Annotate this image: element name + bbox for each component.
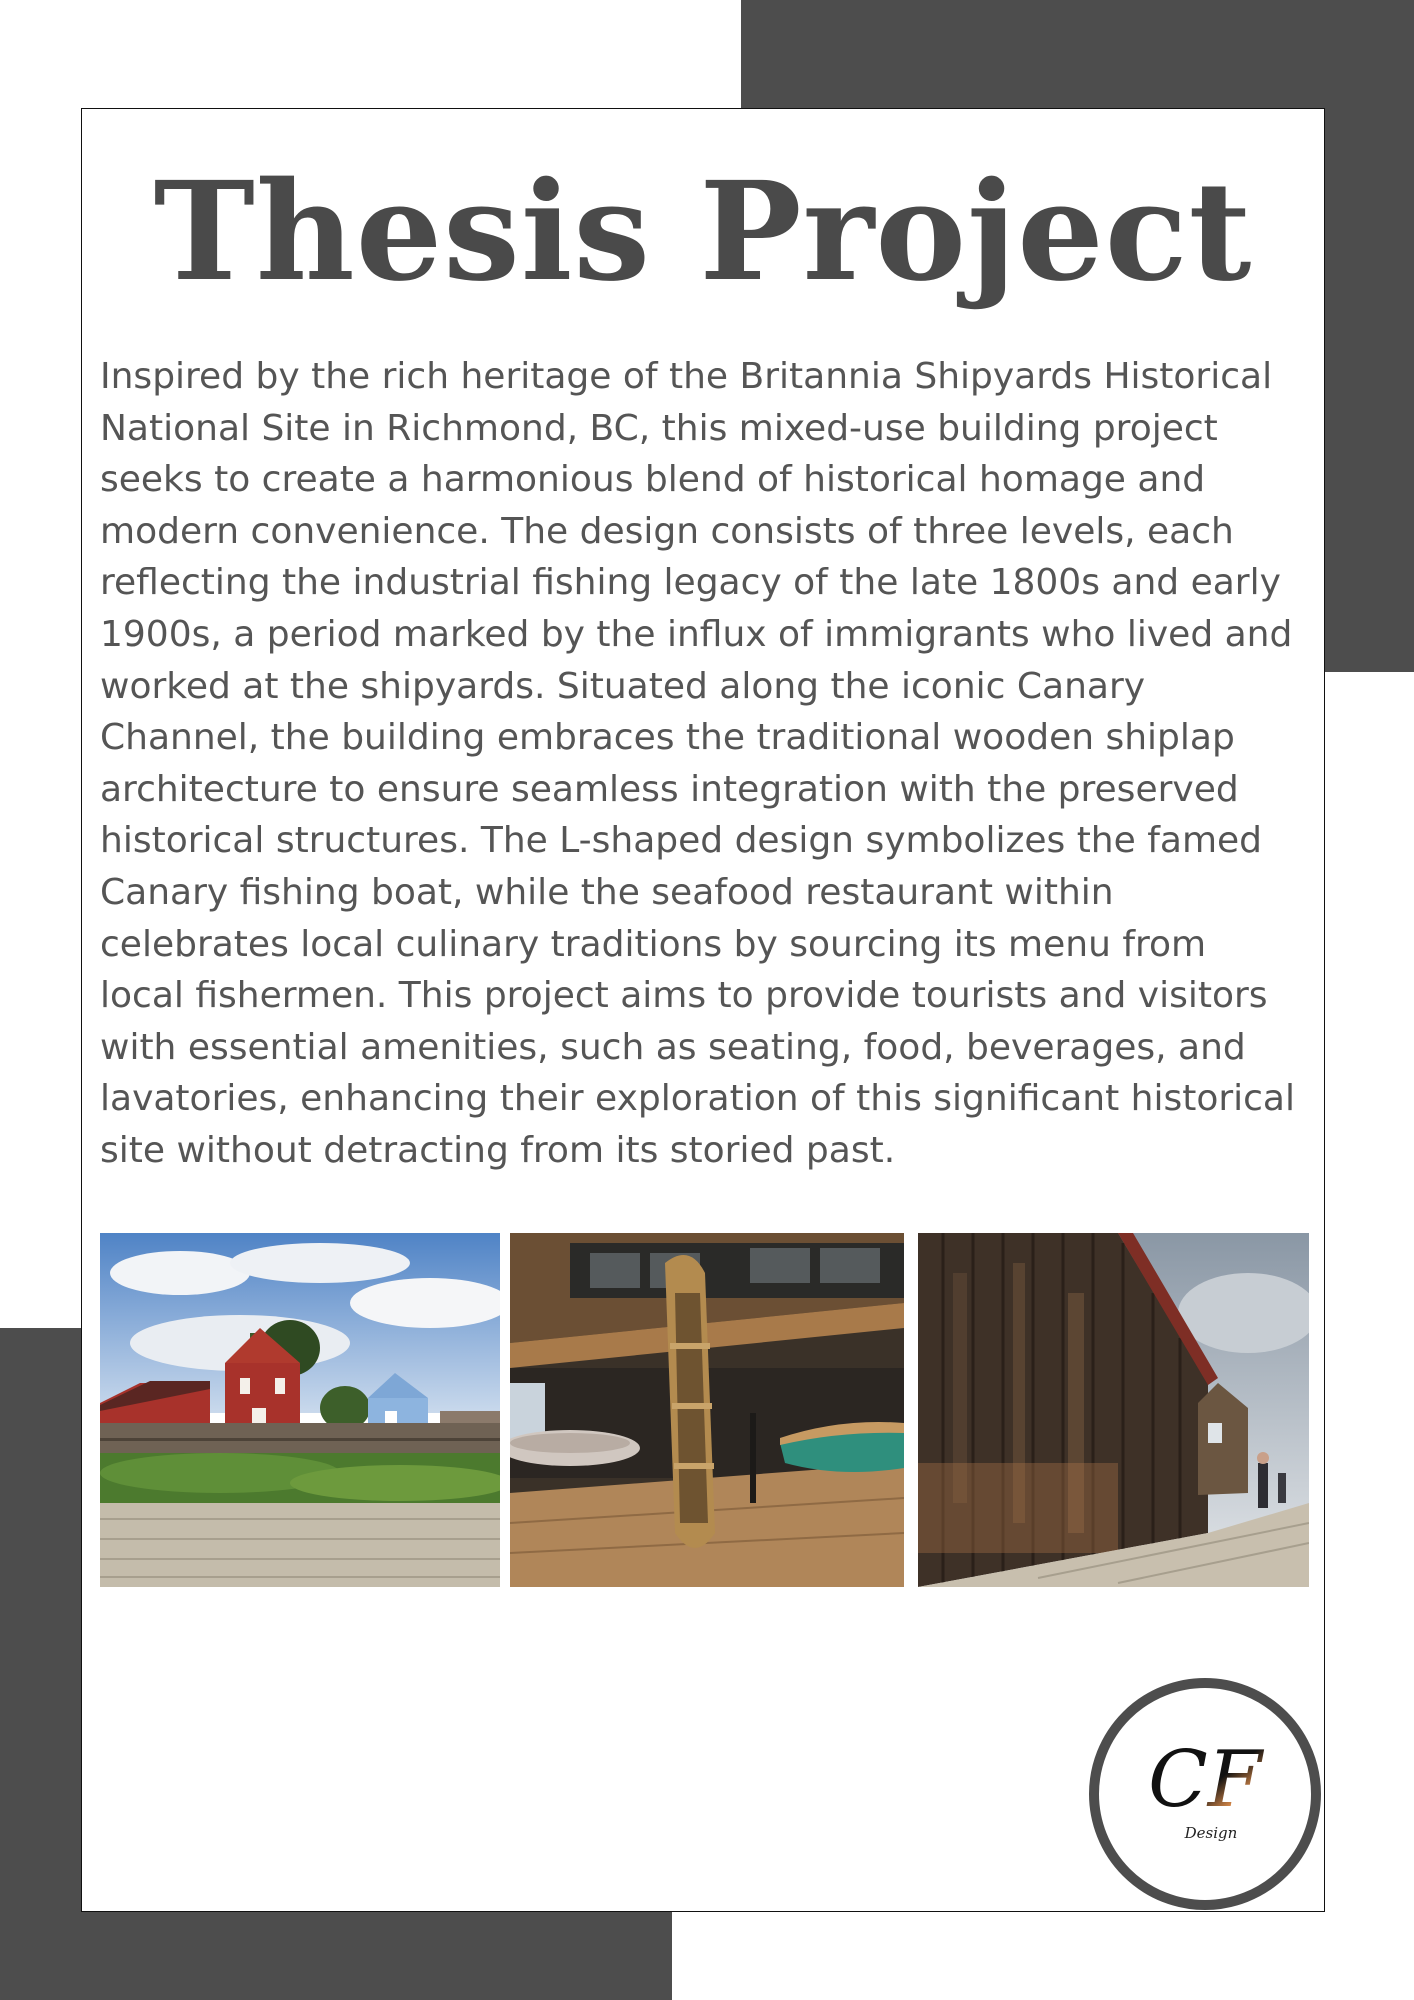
project-description: Inspired by the rich heritage of the Britannia Shipyards Historical National Site in Richmond, BC, this mixed-use building project seeks to create a harmonious blend of historical homage and modern convenience. The design consists of three levels, each reflecting the industrial fishing legacy of the late 1800s and early 1900s, a period marked by the influx of immigrants who lived and worked at the shipyards. Situated along the iconic Canary Channel, the building embraces the traditional wooden shiplap architecture to ensure seamless integration with the preserved historical structures. The L-shaped design symbolizes the famed Canary fishing boat, while the seafood restaurant within celebrates local culinary traditions by sourcing its menu from local fishermen. This project aims to provide tourists and visitors with essential amenities, such as seating, food, beverages, and lavatories, enhancing their exploration of this significant historical site without detracting from its storied past. [100,356,1295,1171]
logo-initials: CF [1148,1735,1262,1825]
logo-subtitle: Design [1184,1824,1238,1842]
page-title: Thesis Project [153,152,1253,312]
photo-wooden-wall [918,1233,1309,1587]
photo-red-buildings [100,1233,500,1587]
cf-design-logo [1089,1678,1321,1910]
photo-boat-interior [510,1233,904,1587]
content-panel [81,108,1325,1912]
